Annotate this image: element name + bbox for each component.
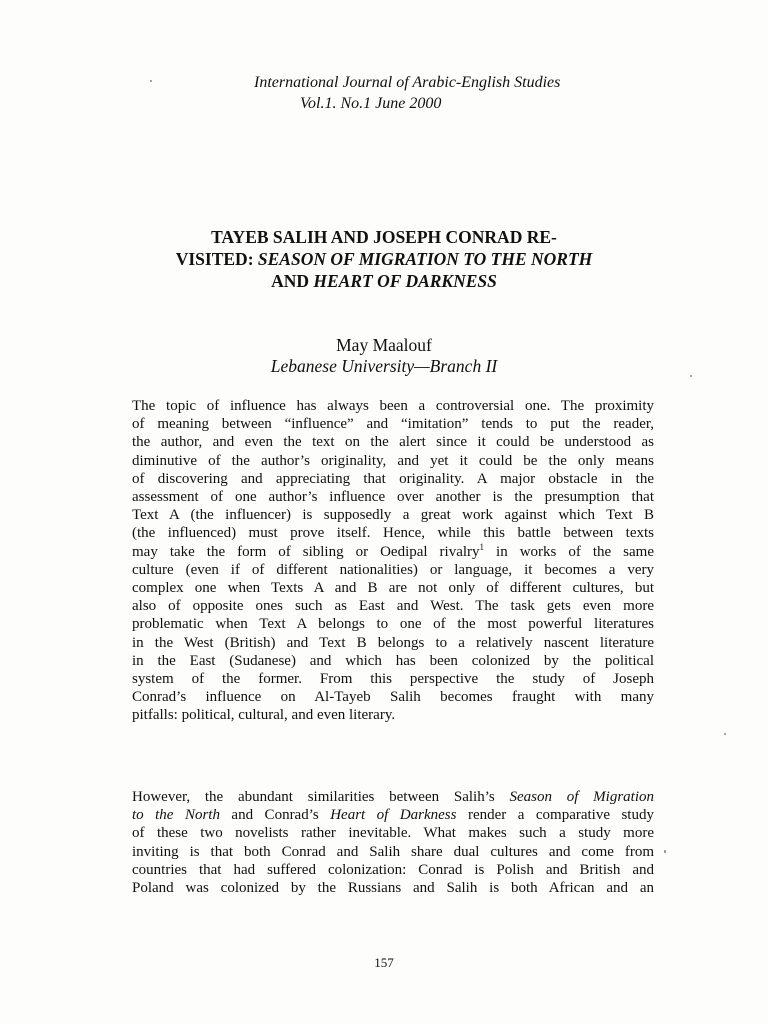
text-fragment: However, the abundant similarities between Salih’s (132, 789, 510, 805)
text-fragment: in works of the same (484, 543, 654, 560)
scan-speck (724, 733, 726, 735)
novel-title: to the North (132, 807, 220, 824)
author-affiliation: Lebanese University—Branch II (270, 356, 498, 376)
scan-speck (690, 375, 692, 377)
text-line: diminutive of the author’s originality, and yet it could be the only means (132, 452, 654, 469)
title-line-2-prefix: VISITED: (175, 249, 258, 269)
text-line: culture (even if of different nationalities) or language, it becomes a very (132, 561, 654, 578)
text-line (132, 788, 654, 806)
text-line: Text A (the influencer) is supposedly a great work against which Text B (132, 507, 654, 524)
paragraph-1 (132, 397, 654, 725)
title-line-3 (120, 270, 648, 292)
text-line: assessment of one author’s influence over another is the presumption that (132, 489, 654, 506)
title-line-3-prefix: AND (271, 271, 314, 291)
scan-speck (664, 850, 666, 853)
text-line: complex one when Texts A and B are not only of different cultures, but (132, 580, 654, 597)
text-line: of these two novelists rather inevitable. What makes such a study more (132, 825, 654, 842)
text-line: also of opposite ones such as East and West. The task gets even more (132, 598, 654, 615)
text-line: in the East (Sudanese) and which has been colonized by the political (132, 652, 654, 669)
paragraph-2 (132, 788, 654, 897)
text-line: pitfalls: political, cultural, and even literary. (132, 707, 396, 724)
text-line: Poland was colonized by the Russians and Salih is both African and an (132, 880, 654, 897)
text-line: in the West (British) and Text B belongs to a relatively nascent literature (132, 634, 654, 651)
article-title (120, 226, 648, 292)
text-line-with-footnote (132, 543, 654, 561)
footnote-marker[interactable]: 1 (479, 541, 485, 552)
text-fragment: and Conrad’s (219, 807, 331, 824)
novel-title: Heart of Darkness (330, 807, 457, 824)
journal-issue: Vol.1. No.1 June 2000 (300, 95, 442, 112)
text-line: the author, and even the text on the alert since it could be understood as (132, 434, 654, 451)
text-line: problematic when Text A belongs to one of the most powerful literatures (132, 616, 654, 633)
title-work-2: HEART OF DARKNESS (313, 271, 497, 291)
author-name: May Maalouf (336, 335, 432, 355)
text-line: of discovering and appreciating that originality. A major obstacle in the (132, 470, 654, 487)
text-line: Conrad’s influence on Al-Tayeb Salih becomes fraught with many (132, 689, 654, 706)
journal-title: International Journal of Arabic-English Studies (254, 74, 561, 91)
scan-speck (150, 80, 152, 82)
text-line: inviting is that both Conrad and Salih share dual cultures and come from (132, 843, 654, 860)
title-line-1: TAYEB SALIH AND JOSEPH CONRAD RE- (211, 227, 557, 247)
text-fragment: render a comparative study (456, 807, 654, 824)
title-line-2 (120, 248, 648, 270)
text-line: countries that had suffered colonization: Conrad is Polish and British and (132, 861, 654, 878)
page-number: 157 (374, 955, 394, 970)
text-line (132, 806, 654, 824)
novel-title: Season of Migration (509, 789, 655, 805)
text-line: (the influenced) must prove itself. Hence, while this battle between texts (132, 525, 654, 542)
text-line: system of the former. From this perspective the study of Joseph (132, 671, 654, 688)
text-fragment: may take the form of sibling or Oedipal rivalry (132, 543, 480, 560)
text-line: The topic of influence has always been a controversial one. The proximity (132, 398, 654, 414)
title-work-1: SEASON OF MIGRATION TO THE NORTH (257, 249, 593, 269)
text-line: of meaning between “influence” and “imitation” tends to put the reader, (132, 416, 654, 433)
